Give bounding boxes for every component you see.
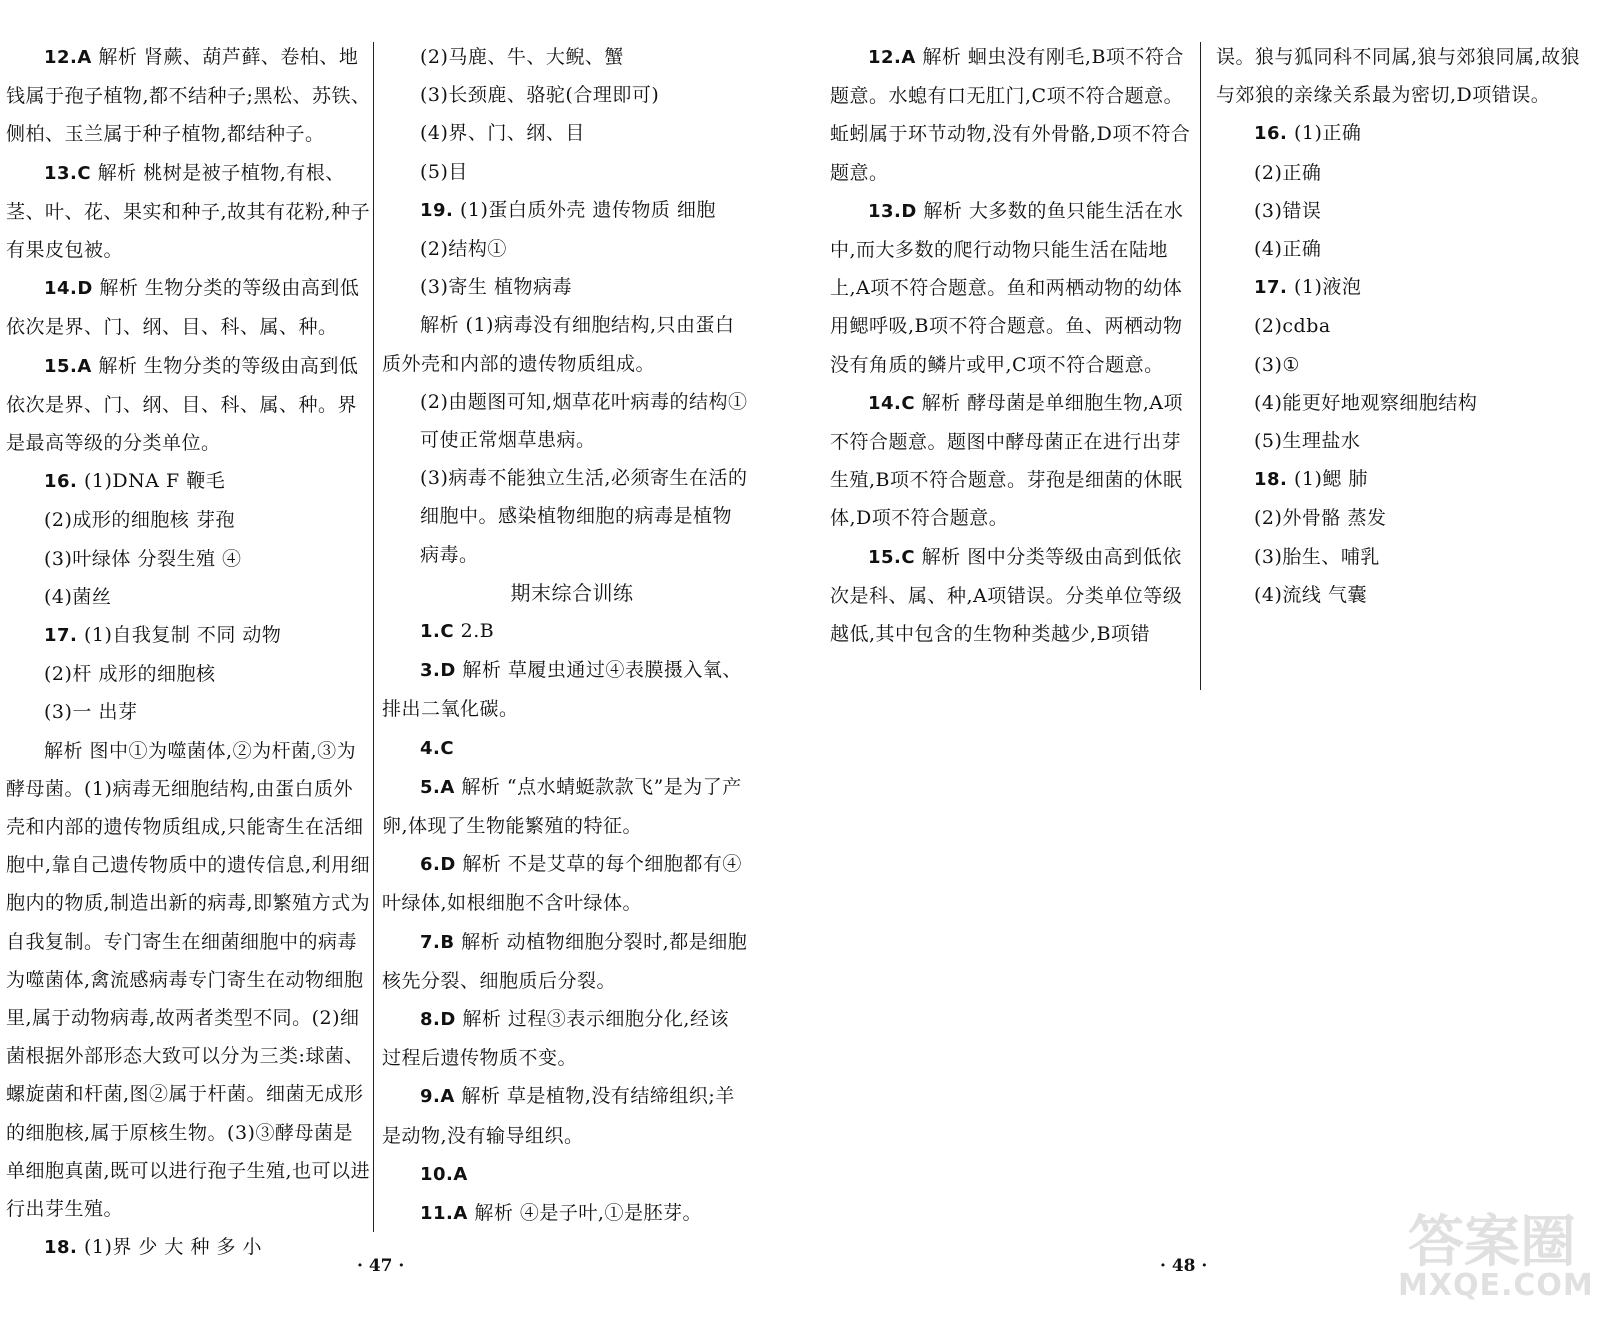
- answer-text: (1)蛋白质外壳 遗传物质 细胞: [459, 198, 716, 221]
- answer-item: [6, 38, 372, 154]
- question-number: 17.: [1254, 277, 1288, 299]
- answer-item: [830, 538, 1192, 654]
- answer-text: (2)正确: [1254, 161, 1322, 184]
- left-page-column-1: [6, 38, 372, 1268]
- answer-text: 解析 ④是子叶,①是胚芽。: [474, 1202, 702, 1225]
- question-number: 6.D: [420, 854, 456, 876]
- answer-line: [1216, 538, 1596, 576]
- answer-text: (3)①: [1254, 353, 1300, 376]
- answer-text: (4)能更好地观察细胞结构: [1254, 391, 1478, 414]
- right-page-column-1: [830, 38, 1192, 653]
- answer-line: [1216, 38, 1596, 114]
- answer-text: (2)成形的细胞核 芽孢: [44, 509, 235, 532]
- answer-text: 解析 过程③表示细胞分化,经该过程后遗传物质不变。: [382, 1008, 729, 1070]
- answer-text: 解析 草履虫通过④表膜摄入氧、排出二氧化碳。: [382, 659, 742, 721]
- answer-text: (4)流线 气囊: [1254, 583, 1367, 606]
- watermark-url: MXQE.COM: [1398, 1268, 1594, 1303]
- question-number: 12.A: [868, 47, 916, 68]
- answer-line: [1216, 422, 1596, 460]
- answer-item: [382, 845, 748, 922]
- question-number: 7.B: [420, 931, 455, 953]
- answer-item: [382, 1077, 748, 1154]
- answer-item: [830, 192, 1192, 384]
- answer-text: (3)叶绿体 分裂生殖 ④: [44, 547, 242, 570]
- answer-text: 解析 动植物细胞分裂时,都是细胞核先分裂、细胞质后分裂。: [382, 930, 748, 992]
- question-number: 10.A: [420, 1163, 468, 1185]
- answer-item: [382, 1155, 748, 1194]
- answer-text: (4)菌丝: [44, 585, 112, 608]
- answer-line: [6, 501, 372, 539]
- answer-item: [6, 616, 372, 655]
- left-page-column-divider: [373, 42, 374, 1232]
- left-page-column-2: [382, 38, 748, 1233]
- answer-text: 误。狼与狐同科不同属,狼与郊狼同属,故狼与郊狼的亲缘关系最为密切,D项错误。: [1216, 46, 1581, 107]
- answer-line: [382, 38, 748, 76]
- answer-text: (2)外骨骼 蒸发: [1254, 507, 1387, 530]
- answer-text: (2)结构①: [420, 238, 507, 261]
- question-number: 12.A: [44, 47, 92, 68]
- answer-text: (5)目: [420, 160, 468, 183]
- question-number: 19.: [420, 199, 454, 221]
- answer-item: [382, 651, 748, 728]
- answer-line: [6, 540, 372, 578]
- right-page-column-2: [1216, 38, 1596, 614]
- answer-item: [382, 1000, 748, 1077]
- question-number: 11.A: [420, 1203, 468, 1225]
- answer-line: [6, 693, 372, 731]
- question-number: 13.C: [44, 162, 92, 184]
- question-number: 15.C: [868, 546, 916, 568]
- answer-text: 解析 “点水蜻蜓款款飞”是为了产卵,体现了生物能繁殖的特征。: [382, 775, 742, 838]
- answer-line: [382, 574, 748, 612]
- answer-line: [1216, 346, 1596, 384]
- answer-item: [382, 1194, 748, 1233]
- answer-text: (1)界 少 大 种 多 小: [83, 1236, 263, 1259]
- watermark-logo: [1398, 1198, 1594, 1310]
- answer-item: [382, 729, 748, 768]
- section-title: 期末综合训练: [510, 580, 634, 605]
- answer-text: 解析 生物分类的等级由高到低依次是界、门、纲、目、科、属、种。界是最高等级的分类单位。: [6, 354, 359, 455]
- answer-item: [6, 269, 372, 346]
- answer-item: [382, 612, 748, 651]
- answer-line: [1216, 576, 1596, 614]
- answer-text: (2)马鹿、牛、大鲵、蟹: [420, 46, 624, 68]
- answer-text: 解析 图中①为噬菌体,②为杆菌,③为酵母菌。(1)病毒无细胞结构,由蛋白质外壳和内部的遗传物质组成,只能寄生在活细胞中,靠自己遗传物质中的遗传信息,利用细胞内的物质,制造出新的病毒,即繁殖方式为自我复制。专门寄生在细菌细胞中的病毒为噬菌体,禽流感病毒专门寄生在动物细胞里,属于动物病毒,故两者类型不同。(2)细菌根据外部形态大致可以分为三类:球菌、螺旋菌和杆菌,图②属于杆菌。细菌无成形的细胞核,属于原核生物。(3)③酵母菌是单细胞真菌,既可以进行孢子生殖,也可以进行出芽生殖。: [6, 739, 371, 1221]
- answer-text: 2.B: [460, 620, 495, 643]
- answer-line: [6, 578, 372, 616]
- answer-line: [1216, 230, 1596, 268]
- question-number: 1.C: [420, 621, 455, 643]
- answer-text: (5)生理盐水: [1254, 430, 1361, 453]
- question-number: 17.: [44, 625, 78, 647]
- answer-line: [1216, 154, 1596, 192]
- question-number: 8.D: [420, 1009, 456, 1031]
- answer-text: (3)错误: [1254, 199, 1322, 222]
- answer-line: [1216, 499, 1596, 537]
- answer-item: [6, 154, 372, 270]
- answer-text: (1)DNA F 鞭毛: [83, 470, 226, 493]
- answer-text: (2)杆 成形的细胞核: [44, 663, 216, 686]
- answer-item: [830, 38, 1192, 192]
- answer-item: [382, 191, 748, 230]
- page-number-left: · 47 ·: [357, 1256, 405, 1276]
- answer-text: 解析 蛔虫没有刚毛,B项不符合题意。水螅有口无肛门,C项不符合题意。蚯蚓属于环节动物,没有外骨骼,D项不符合题意。: [830, 46, 1191, 184]
- question-number: 9.A: [420, 1086, 455, 1108]
- question-number: 18.: [1254, 469, 1288, 491]
- answer-line: [382, 383, 748, 459]
- answer-text: (1)液泡: [1293, 276, 1362, 299]
- answer-text: 解析 草是植物,没有结缔组织;羊是动物,没有输导组织。: [382, 1085, 735, 1147]
- question-number: 16.: [1254, 123, 1288, 145]
- answer-text: (2)由题图可知,烟草花叶病毒的结构①可使正常烟草患病。: [420, 390, 748, 452]
- answer-item: [382, 768, 748, 845]
- answer-text: (1)鳃 肺: [1293, 468, 1368, 491]
- answer-line: [1216, 384, 1596, 422]
- answer-line: [382, 268, 748, 306]
- answer-line: [1216, 192, 1596, 230]
- answer-line: [382, 153, 748, 191]
- answer-line: [382, 306, 748, 382]
- answer-item: [1216, 114, 1596, 153]
- answer-item: [6, 462, 372, 501]
- answer-line: [6, 655, 372, 693]
- answer-text: 解析 图中分类等级由高到低依次是科、属、种,A项错误。分类单位等级越低,其中包含的生物种类越少,B项错: [830, 545, 1183, 646]
- answer-line: [1216, 307, 1596, 345]
- answer-text: (3)胎生、哺乳: [1254, 545, 1380, 568]
- answer-text: 解析 肾蕨、葫芦藓、卷柏、地钱属于孢子植物,都不结种子;黑松、苏铁、侧柏、玉兰属于种子植物,都结种子。: [6, 46, 371, 146]
- answer-text: 解析 大多数的鱼只能生活在水中,而大多数的爬行动物只能生活在陆地上,A项不符合题意。鱼和两栖动物的幼体用鳃呼吸,B项不符合题意。鱼、两栖动物没有角质的鳞片或甲,C项不符合题意。: [830, 199, 1184, 376]
- answer-line: [382, 76, 748, 114]
- question-number: 13.D: [868, 200, 917, 222]
- question-number: 15.A: [44, 355, 92, 377]
- answer-text: 解析 生物分类的等级由高到低依次是界、门、纲、目、科、属、种。: [6, 277, 360, 339]
- answer-item: [1216, 460, 1596, 499]
- answer-text: 解析 不是艾草的每个细胞都有④叶绿体,如根细胞不含叶绿体。: [382, 853, 742, 915]
- answer-line: [382, 114, 748, 152]
- answer-text: 解析 酵母菌是单细胞生物,A项不符合题意。题图中酵母菌正在进行出芽生殖,B项不符合题意。芽孢是细菌的休眠体,D项不符合题意。: [830, 391, 1183, 530]
- answer-line: [382, 459, 748, 574]
- answer-item: [382, 923, 748, 1000]
- answer-line: [6, 732, 372, 1229]
- question-number: 18.: [44, 1237, 78, 1259]
- question-number: 5.A: [420, 776, 455, 798]
- question-number: 16.: [44, 471, 78, 493]
- answer-text: (3)病毒不能独立生活,必须寄生在活的细胞中。感染植物细胞的病毒是植物病毒。: [420, 467, 748, 566]
- answer-text: (4)正确: [1254, 238, 1322, 261]
- answer-text: (1)正确: [1293, 122, 1362, 145]
- answer-item: [1216, 268, 1596, 307]
- answer-text: 解析 桃树是被子植物,有根、茎、叶、花、果实和种子,故其有花粉,种子有果皮包被。: [6, 161, 371, 262]
- answer-item: [6, 347, 372, 463]
- answer-item: [6, 1228, 372, 1267]
- answer-text: (2)cdba: [1254, 315, 1331, 338]
- page-number-right: · 48 ·: [1160, 1256, 1208, 1276]
- answer-text: 解析 (1)病毒没有细胞结构,只由蛋白质外壳和内部的遗传物质组成。: [382, 314, 735, 375]
- answer-item: [830, 384, 1192, 538]
- answer-text: (3)一 出芽: [44, 701, 138, 724]
- answer-text: (1)自我复制 不同 动物: [83, 624, 282, 647]
- question-number: 14.D: [44, 278, 93, 300]
- question-number: 14.C: [868, 392, 916, 414]
- answer-line: [382, 230, 748, 268]
- question-number: 3.D: [420, 660, 456, 682]
- answer-text: (3)长颈鹿、骆驼(合理即可): [420, 84, 660, 107]
- right-page-column-divider: [1200, 42, 1201, 690]
- answer-text: (3)寄生 植物病毒: [420, 276, 572, 299]
- watermark-title: 答案圈: [1408, 1210, 1576, 1275]
- question-number: 4.C: [420, 737, 455, 759]
- answer-text: (4)界、门、纲、目: [420, 122, 585, 145]
